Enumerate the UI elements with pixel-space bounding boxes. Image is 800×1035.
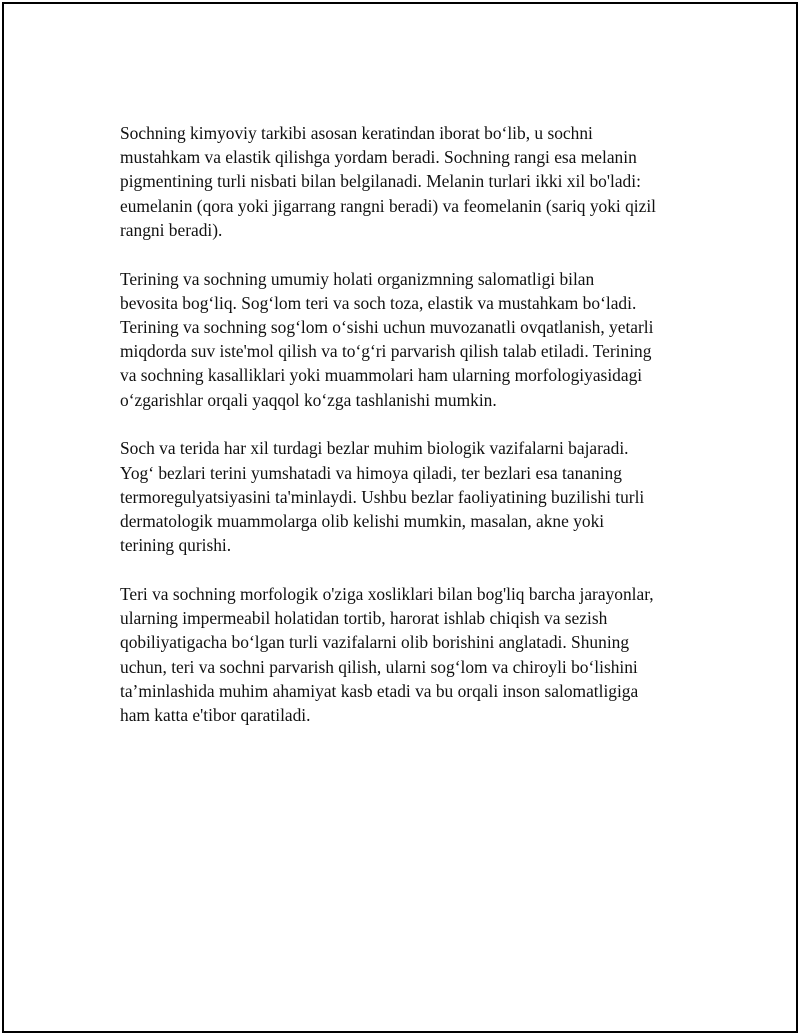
text-line: Yog‘ bezlari terini yumshatadi va himoya qiladi, ter bezlari esa tananing xyxy=(120,462,622,483)
text-line: rangni beradi). xyxy=(120,219,223,240)
text-line: bevosita bog‘liq. Sog‘lom teri va soch toza, elastik va mustahkam bo‘ladi. xyxy=(120,292,637,313)
paragraph-skin-hair-health xyxy=(120,267,700,412)
paragraph-morphology-care xyxy=(120,582,700,727)
text-line: pigmentining turli nisbati bilan belgilanadi. Melanin turlari ikki xil bo'ladi: xyxy=(120,171,641,192)
text-line: Soch va terida har xil turdagi bezlar muhim biologik vazifalarni bajaradi. xyxy=(120,438,629,459)
text-line: o‘zgarishlar orqali yaqqol ko‘zga tashlanishi mumkin. xyxy=(120,389,497,410)
text-line: miqdorda suv iste'mol qilish va to‘g‘ri parvarish qilish talab etiladi. Terining xyxy=(120,341,652,362)
text-line: Sochning kimyoviy tarkibi asosan keratindan iborat bo‘lib, u sochni xyxy=(120,123,593,143)
text-line: termoregulyatsiyasini ta'minlaydi. Ushbu bezlar faoliyatining buzilishi turli xyxy=(120,486,645,507)
text-line: qobiliyatigacha bo‘lgan turli vazifalarni olib borishini anglatadi. Shuning xyxy=(120,632,630,653)
text-line: Teri va sochning morfologik o'ziga xosliklari bilan bog'liq barcha jarayonlar, xyxy=(120,584,654,605)
text-line: ularning impermeabil holatidan tortib, harorat ishlab chiqish va sezish xyxy=(120,608,608,629)
text-line: ham katta e'tibor qaratiladi. xyxy=(120,705,311,726)
text-line: mustahkam va elastik qilishga yordam beradi. Sochning rangi esa melanin xyxy=(120,147,637,168)
text-line: Terining va sochning umumiy holati organizmning salomatligi bilan xyxy=(120,268,595,289)
paragraph-glands xyxy=(120,436,700,557)
text-line: va sochning kasalliklari yoki muammolari ham ularning morfologiyasidagi xyxy=(120,365,643,386)
text-line: dermatologik muammolarga olib kelishi mumkin, masalan, akne yoki xyxy=(120,511,605,532)
document-body xyxy=(120,121,700,752)
text-line: ta’minlashida muhim ahamiyat kasb etadi va bu orqali inson salomatligiga xyxy=(120,680,639,701)
page-frame xyxy=(2,2,798,1033)
paragraph-hair-composition xyxy=(120,121,700,242)
text-line: uchun, teri va sochni parvarish qilish, ularni sog‘lom va chiroyli bo‘lishini xyxy=(120,656,638,677)
text-line: eumelanin (qora yoki jigarrang rangni beradi) va feomelanin (sariq yoki qizil xyxy=(120,195,657,216)
text-line: terining qurishi. xyxy=(120,535,232,556)
text-line: Terining va sochning sog‘lom o‘sishi uchun muvozanatli ovqatlanish, yetarli xyxy=(120,317,654,338)
